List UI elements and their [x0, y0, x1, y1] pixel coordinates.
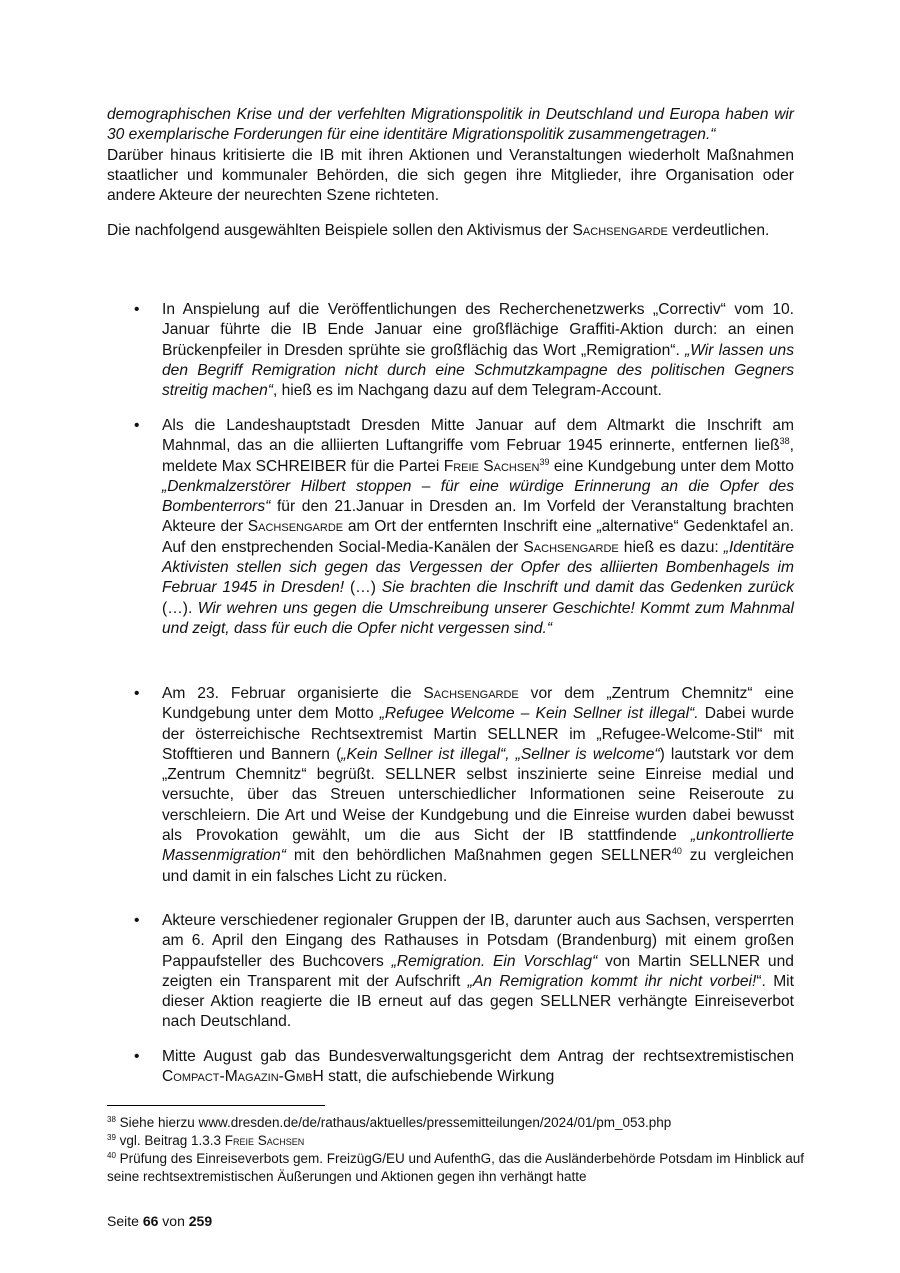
text-segment: Akteure verschiedener regionaler Gruppen der IB, darunter auch aus Sachsen, versperrten am 6. April den Eingang des Rathauses in Potsdam (Brandenburg) mit einem großen Pappaufsteller des Buchcovers	[162, 912, 794, 970]
current-page: 66	[142, 1213, 159, 1229]
quote-segment: „Wir lassen uns den Begriff Remigration nicht durch eine Schmutzkampagne des politischen Gegners streitig machen“	[162, 341, 794, 400]
text-segment: Als die Landeshauptstadt Dresden Mitte Januar auf dem Altmarkt die Inschrift am Mahnmal, das an die alliierten Luftangriffe vom Februar 1945 erinnerte, entfernen ließ	[162, 417, 794, 455]
text-segment: In Anspielung auf die Veröffentlichungen des Recherchenetzwerks „Correctiv“ vom 10. Januar führte die IB Ende Januar eine großflächige Graffiti-Aktion durch: an einen Brückenpfeiler in Dresden sprühte sie großflächig das Wort „Remigration“.	[162, 301, 794, 359]
footnote-text: vgl. Beitrag 1.3.3	[119, 1133, 221, 1148]
party-name: Freie Sachsen	[224, 1133, 305, 1148]
org-name: Sachsengarde	[572, 222, 668, 239]
footnote-divider	[107, 1105, 325, 1106]
quote-segment: „unkontrollierte Massenmigration“	[162, 827, 794, 865]
total-pages: 259	[188, 1213, 213, 1229]
text-segment: eine Kundgebung unter dem Motto	[553, 457, 794, 475]
text-segment: mit den behördlichen Maßnahmen gegen SELLNER	[293, 847, 672, 865]
text-segment: Am 23. Februar organisierte die	[162, 685, 412, 702]
quote-segment: „Identitäre Aktivisten stellen sich gegen das Vergessen der Opfer des alliierten Bombenhagels im Februar 1945 in Dresden!	[162, 538, 794, 597]
text-segment: , meldete Max SCHREIBER für die Partei	[162, 437, 794, 475]
bullet-icon: •	[134, 417, 140, 434]
text-segment: (…).	[162, 599, 193, 617]
text-segment: hieß es dazu:	[623, 538, 719, 556]
text-segment: ) lautstark vor dem „Zentrum Chemnitz“ begrüßt. SELLNER selbst inszinierte seine Einreise medial und versuchte, über das Streuen unterschiedlicher Informationen seine Reiseroute zu verschleiern. Die Art und Weise der Kundgebung und die Einreise wurden dabei bewusst als Provokation gewählt, um die aus Sicht der IB stattfindende	[162, 745, 794, 845]
footnote-text: Siehe hierzu www.dresden.de/de/rathaus/aktuelles/pressemitteilungen/2024/01/pm_053.php	[119, 1115, 672, 1130]
org-name: Sachsengarde	[423, 685, 519, 702]
text-segment: , hieß es im Nachgang dazu auf dem Telegram-Account.	[272, 382, 662, 400]
examples-intro	[107, 221, 794, 241]
bullet-icon: •	[134, 301, 140, 318]
quote-segment: „An Remigration kommt ihr nicht vorbei!	[467, 972, 757, 990]
footnote-ref: 39	[539, 456, 550, 467]
footnote-ref: 40	[671, 846, 682, 857]
bullet-icon: •	[134, 912, 140, 929]
page-of: von	[162, 1213, 185, 1229]
quote-segment: „Remigration. Ein Vorschlag“	[391, 952, 598, 970]
bullet-icon: •	[134, 1048, 140, 1065]
footnote-number: 40	[107, 1151, 116, 1160]
footnote-number: 39	[107, 1133, 116, 1142]
text-segment: Dabei wurde der österreichische Rechtsextremist Martin SELLNER im „Refugee-Welcome-Stil“ mit Stofftieren und Bannern (	[162, 705, 794, 763]
quote-segment: „Refugee Welcome – Kein Sellner ist illegal“.	[379, 705, 699, 723]
page-number	[107, 1212, 212, 1230]
text-segment: von Martin SELLNER und zeigten ein Transparent mit der Aufschrift	[162, 952, 794, 990]
footnote-40	[107, 1150, 807, 1186]
footnote-ref: 38	[779, 436, 790, 447]
org-name: Compact-Magazin-GmbH	[162, 1068, 324, 1086]
bullet-icon: •	[134, 685, 140, 702]
org-name: Sachsengarde	[247, 518, 344, 536]
quote-segment: „Denkmalzerstörer Hilbert stoppen – für eine würdige Erinnerung an die Opfer des Bombenterrors“	[162, 477, 794, 516]
list-item-text	[162, 300, 794, 401]
list-item-text	[162, 911, 794, 1033]
intro-paragraph	[107, 105, 794, 206]
org-name: Sachsengarde	[523, 538, 619, 556]
quote-segment: Wir wehren uns gegen die Umschreibung unserer Geschichte! Kommt zum Mahnmal und zeigt, dass für euch die Opfer nicht vergessen sind.“	[162, 599, 794, 637]
intro-quote: demographischen Krise und der verfehlten Migrationspolitik in Deutschland und Europa haben wir 30 exemplarische Forderungen für eine identitäre Migrationspolitik zusammengetragen.“	[107, 106, 794, 144]
examples-intro-text: Die nachfolgend ausgewählten Beispiele sollen den Aktivismus der	[107, 222, 569, 239]
text-segment: vor dem „Zentrum Chemnitz“ eine Kundgebung unter dem Motto	[162, 685, 794, 723]
quote-segment: Sie brachten die Inschrift und damit das Gedenken zurück	[381, 579, 794, 597]
page-label: Seite	[107, 1213, 139, 1229]
text-segment: für den 21.Januar in Dresden an. Im Vorfeld der Veranstaltung brachten Akteure der	[162, 498, 794, 536]
text-segment: (…)	[349, 579, 376, 597]
footnote-number: 38	[107, 1115, 116, 1124]
examples-intro-end: verdeutlichen.	[672, 222, 770, 239]
text-segment: zu vergleichen und damit in ein falsches Licht zu rücken.	[162, 847, 794, 885]
text-segment: Mitte August gab das Bundesverwaltungsgericht dem Antrag der rechtsextremistischen	[162, 1048, 794, 1065]
list-item-text	[162, 416, 794, 639]
list-item-text	[162, 684, 794, 887]
intro-text: Darüber hinaus kritisierte die IB mit ihren Aktionen und Veranstaltungen wiederholt Maßnahmen staatlicher und kommunaler Behörden, die sich gegen ihre Mitglieder, ihre Organisation oder andere Akteure der neurechten Szene richteten.	[107, 146, 794, 205]
list-item-text	[162, 1047, 794, 1088]
footnote-39	[107, 1132, 807, 1150]
footnote-text: Prüfung des Einreiseverbots gem. FreizügG/EU und AufenthG, das die Ausländerbehörde Potsdam im Hinblick auf seine rechtsextremistischen Äußerungen und Aktionen gegen ihn verhängt hatte	[107, 1151, 805, 1184]
footnote-38	[107, 1114, 807, 1132]
text-segment: statt, die aufschiebende Wirkung	[328, 1068, 555, 1086]
text-segment: am Ort der entfernten Inschrift eine „alternative“ Gedenktafel an. Auf den enstprechenden Social-Media-Kanälen der	[162, 518, 794, 556]
text-segment: “. Mit dieser Aktion reagierte die IB erneut auf das gegen SELLNER verhängte Einreiseverbot nach Deutschland.	[162, 972, 794, 1031]
quote-segment: „Kein Sellner ist illegal“, „Sellner is welcome“	[341, 745, 660, 763]
party-name: Freie Sachsen	[443, 457, 540, 475]
